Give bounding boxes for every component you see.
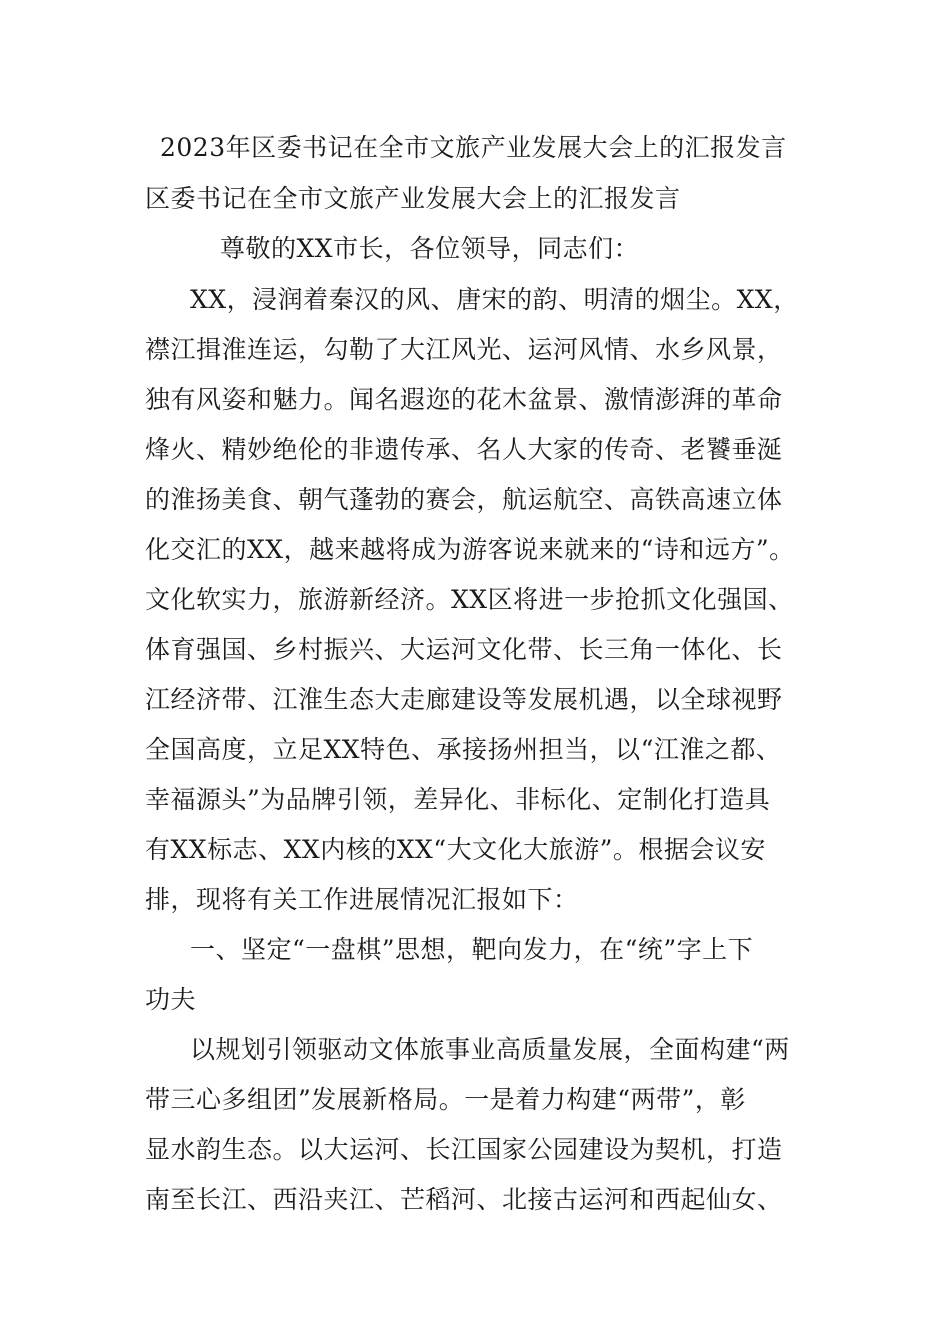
paragraph-line: 的淮扬美食、朝气蓬勃的赛会，航运航空、高铁高速立体	[145, 485, 783, 514]
section-heading: 功夫	[145, 985, 197, 1014]
salutation: 尊敬的XX市长，各位领导，同志们：	[220, 234, 640, 263]
paragraph-line: 襟江揖淮连运，勾勒了大江风光、运河风情、水乡风景，	[145, 335, 783, 364]
document-subtitle: 区委书记在全市文旅产业发展大会上的汇报发言	[145, 184, 681, 213]
paragraph-line: 显水韵生态。以大运河、长江国家公园建设为契机，打造	[145, 1135, 783, 1164]
paragraph-line: 烽火、精妙绝伦的非遗传承、名人大家的传奇、老饕垂涎	[145, 435, 783, 464]
paragraph-line: XX，浸润着秦汉的风、唐宋的韵、明清的烟尘。XX，	[190, 285, 799, 314]
paragraph-line: 带三心多组团”发展新格局。一是着力构建“两带”，彰	[145, 1085, 746, 1114]
paragraph-line: 文化软实力，旅游新经济。XX区将进一步抢抓文化强国、	[145, 585, 794, 614]
paragraph-line: 有XX标志、XX内核的XX“大文化大旅游”。根据会议安	[145, 835, 766, 864]
document-title: 2023年区委书记在全市文旅产业发展大会上的汇报发言	[160, 133, 787, 162]
paragraph-line: 独有风姿和魅力。闻名遐迩的花木盆景、激情澎湃的革命	[145, 385, 783, 414]
paragraph-line: 全国高度，立足XX特色、承接扬州担当，以“江淮之都、	[145, 735, 782, 764]
section-heading: 一、坚定“一盘棋”思想，靶向发力，在“统”字上下	[190, 935, 754, 964]
paragraph-line: 幸福源头”为品牌引领，差异化、非标化、定制化打造具	[145, 785, 771, 814]
paragraph-line: 江经济带、江淮生态大走廊建设等发展机遇，以全球视野	[145, 685, 783, 714]
paragraph-line: 体育强国、乡村振兴、大运河文化带、长三角一体化、长	[145, 635, 783, 664]
paragraph-line: 化交汇的XX，越来越将成为游客说来就来的“诗和远方”。	[145, 535, 795, 564]
paragraph-line: 以规划引领驱动文体旅事业高质量发展，全面构建“两	[190, 1035, 790, 1064]
paragraph-line: 排，现将有关工作进展情况汇报如下：	[145, 885, 579, 914]
paragraph-line: 南至长江、西沿夹江、芒稻河、北接古运河和西起仙女、	[145, 1185, 783, 1214]
